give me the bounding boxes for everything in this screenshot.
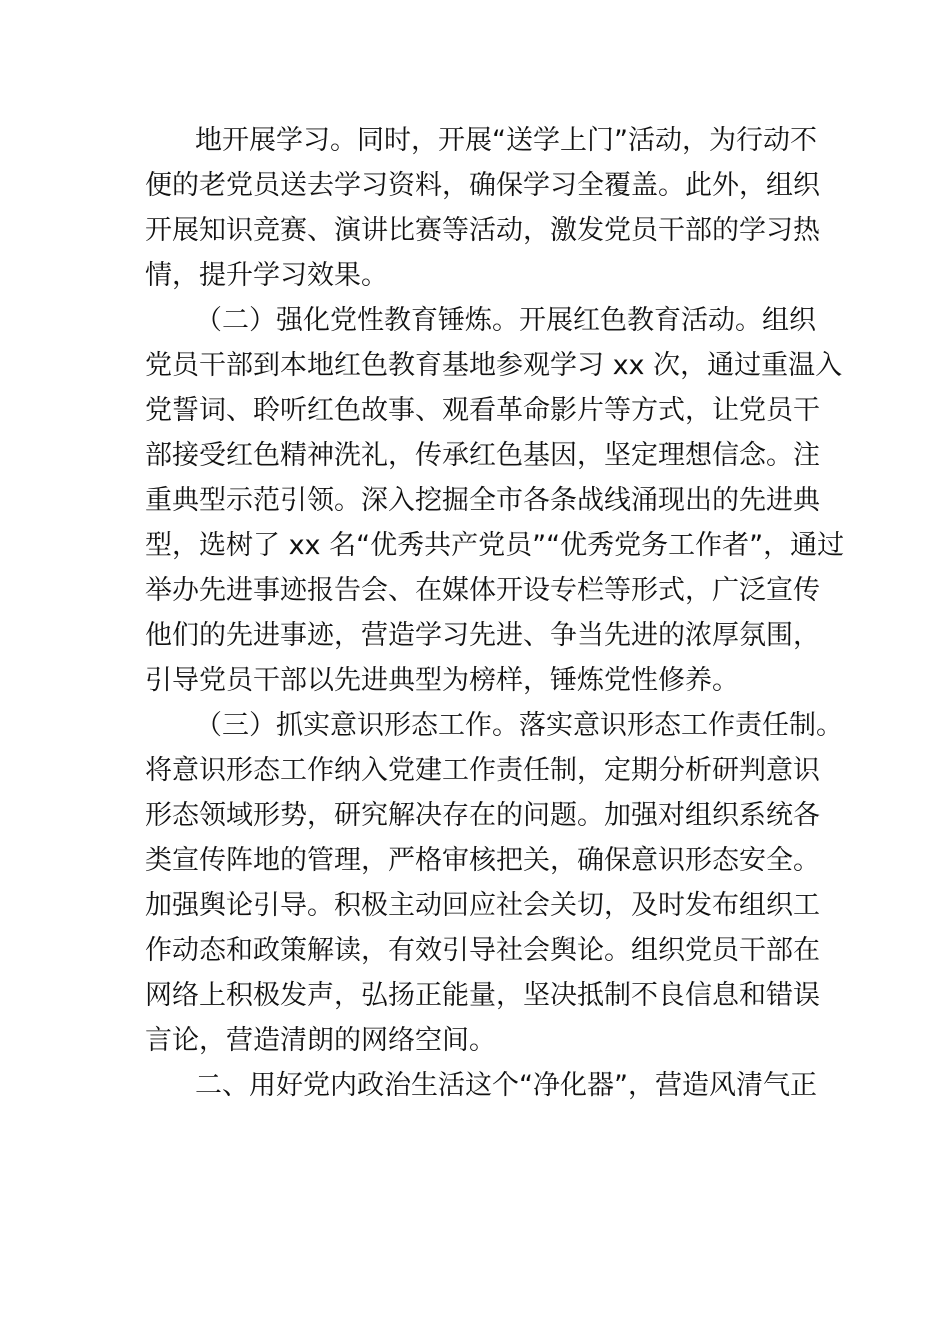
text-line: 重典型示范引领。深入挖掘全市各条战线涌现出的先进典 bbox=[145, 485, 820, 516]
text-line: 形态领域形势，研究解决存在的问题。加强对组织系统各 bbox=[145, 800, 820, 831]
text-line: 言论，营造清朗的网络空间。 bbox=[145, 1025, 496, 1056]
text-line: 地开展学习。同时，开展“送学上门”活动，为行动不 bbox=[195, 125, 817, 156]
text-line: 便的老党员送去学习资料，确保学习全覆盖。此外，组织 bbox=[145, 170, 820, 201]
text-line: 将意识形态工作纳入党建工作责任制，定期分析研判意识 bbox=[145, 755, 820, 786]
text-line: 加强舆论引导。积极主动回应社会关切，及时发布组织工 bbox=[145, 890, 820, 921]
text-line: 部接受红色精神洗礼，传承红色基因，坚定理想信念。注 bbox=[145, 440, 820, 471]
section-heading-line: （三）抓实意识形态工作。落实意识形态工作责任制。 bbox=[195, 710, 843, 741]
text-line: 情，提升学习效果。 bbox=[145, 260, 388, 291]
text-line: 开展知识竞赛、演讲比赛等活动，激发党员干部的学习热 bbox=[145, 215, 820, 246]
text-line: 引导党员干部以先进典型为榜样，锤炼党性修养。 bbox=[145, 665, 739, 696]
body-text bbox=[145, 118, 845, 1108]
chapter-heading-line: 二、用好党内政治生活这个“净化器”，营造风清气正 bbox=[195, 1070, 817, 1101]
text-line: 网络上积极发声，弘扬正能量，坚决抵制不良信息和错误 bbox=[145, 980, 820, 1011]
text-line: 型，选树了 xx 名“优秀共产党员”“优秀党务工作者”，通过 bbox=[145, 530, 845, 561]
section-heading-line: （二）强化党性教育锤炼。开展红色教育活动。组织 bbox=[195, 305, 816, 336]
text-line: 党员干部到本地红色教育基地参观学习 xx 次，通过重温入 bbox=[145, 350, 843, 381]
text-line: 举办先进事迹报告会、在媒体开设专栏等形式，广泛宣传 bbox=[145, 575, 820, 606]
text-line: 他们的先进事迹，营造学习先进、争当先进的浓厚氛围， bbox=[145, 620, 820, 651]
text-line: 作动态和政策解读，有效引导社会舆论。组织党员干部在 bbox=[145, 935, 820, 966]
text-line: 党誓词、聆听红色故事、观看革命影片等方式，让党员干 bbox=[145, 395, 820, 426]
text-line: 类宣传阵地的管理，严格审核把关，确保意识形态安全。 bbox=[145, 845, 820, 876]
